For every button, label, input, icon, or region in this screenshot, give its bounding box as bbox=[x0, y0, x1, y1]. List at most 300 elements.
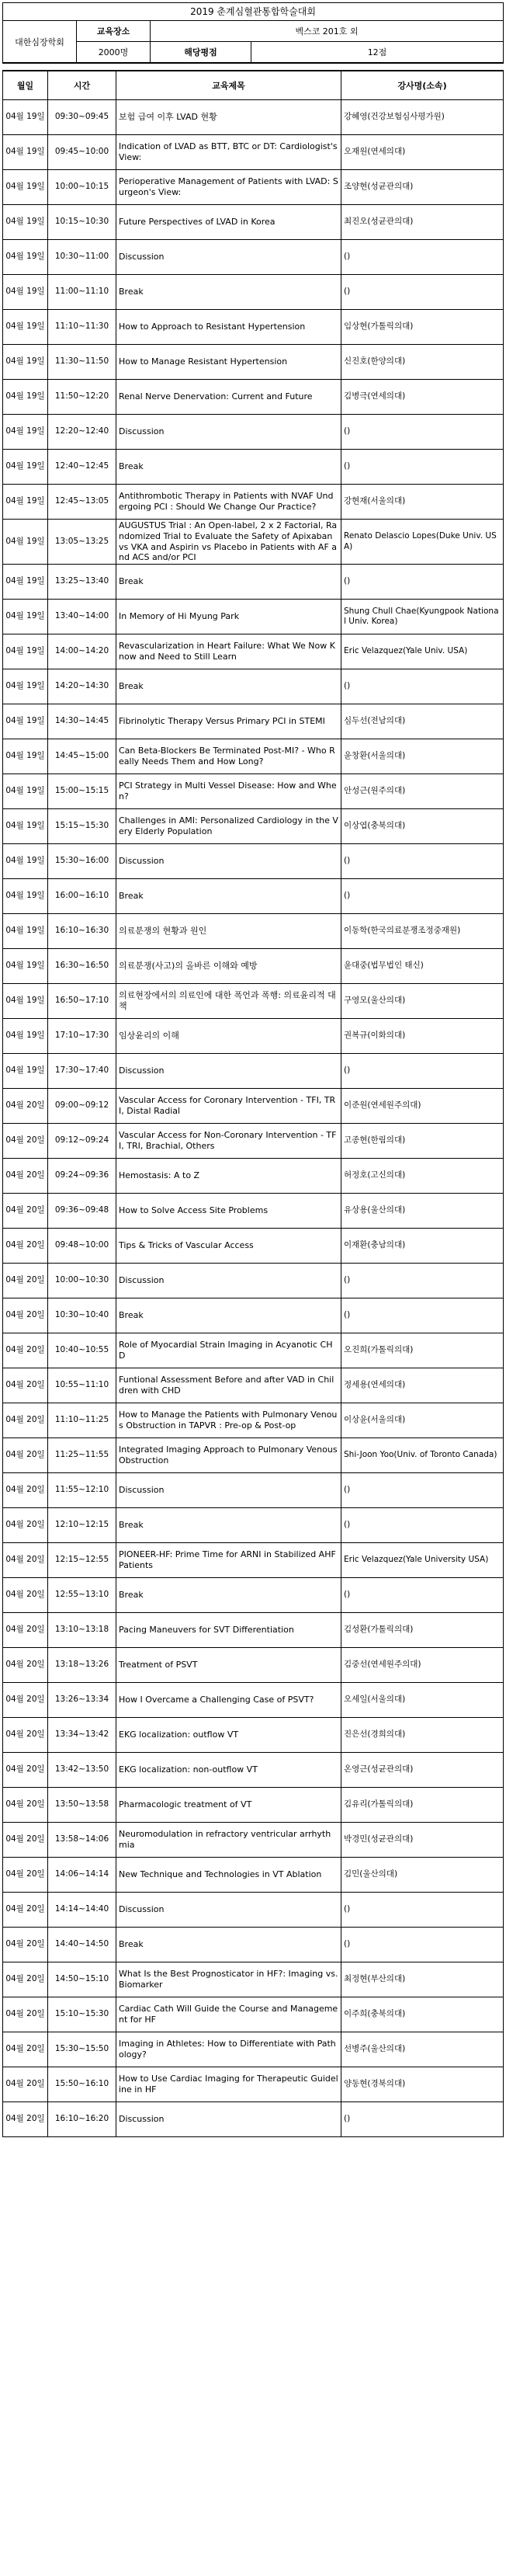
row-speaker: 이준원(연세원주의대) bbox=[341, 1089, 504, 1124]
table-row bbox=[3, 170, 504, 205]
table-row bbox=[3, 1473, 504, 1508]
row-date: 04월 19일 bbox=[3, 450, 48, 485]
row-time: 17:30~17:40 bbox=[48, 1054, 116, 1089]
row-speaker: 김병극(연세의대) bbox=[341, 380, 504, 415]
table-row bbox=[3, 879, 504, 914]
header-time: 시간 bbox=[48, 71, 116, 100]
row-time: 15:30~15:50 bbox=[48, 2032, 116, 2067]
row-time: 10:00~10:15 bbox=[48, 170, 116, 205]
row-date: 04월 20일 bbox=[3, 1683, 48, 1718]
table-row bbox=[3, 949, 504, 984]
table-row bbox=[3, 704, 504, 739]
table-row bbox=[3, 1403, 504, 1438]
row-date: 04월 20일 bbox=[3, 1613, 48, 1648]
row-speaker: 이동학(한국의료분쟁조정중재원) bbox=[341, 914, 504, 949]
row-time: 09:36~09:48 bbox=[48, 1194, 116, 1229]
row-time: 10:15~10:30 bbox=[48, 205, 116, 240]
table-row bbox=[3, 380, 504, 415]
row-date: 04월 19일 bbox=[3, 135, 48, 170]
row-time: 13:25~13:40 bbox=[48, 565, 116, 600]
row-time: 15:50~16:10 bbox=[48, 2067, 116, 2102]
row-time: 15:00~15:15 bbox=[48, 774, 116, 809]
table-row bbox=[3, 345, 504, 380]
row-speaker: 박경민(성균관의대) bbox=[341, 1823, 504, 1858]
row-date: 04월 20일 bbox=[3, 2032, 48, 2067]
table-row bbox=[3, 914, 504, 949]
row-topic: Renal Nerve Denervation: Current and Future bbox=[116, 380, 341, 415]
row-time: 10:30~11:00 bbox=[48, 240, 116, 275]
table-row bbox=[3, 2032, 504, 2067]
row-date: 04월 19일 bbox=[3, 879, 48, 914]
row-date: 04월 20일 bbox=[3, 1858, 48, 1893]
row-speaker: 이상윤(서울의대) bbox=[341, 1403, 504, 1438]
row-speaker: () bbox=[341, 1054, 504, 1089]
row-speaker: Renato Delascio Lopes(Duke Univ. USA) bbox=[341, 520, 504, 565]
row-speaker: 임상현(가톨릭의대) bbox=[341, 310, 504, 345]
row-topic: Future Perspectives of LVAD in Korea bbox=[116, 205, 341, 240]
row-time: 11:10~11:30 bbox=[48, 310, 116, 345]
row-date: 04월 20일 bbox=[3, 1368, 48, 1403]
row-time: 10:55~11:10 bbox=[48, 1368, 116, 1403]
row-time: 16:10~16:20 bbox=[48, 2102, 116, 2137]
row-speaker: () bbox=[341, 415, 504, 450]
credit-label: 해당평점 bbox=[151, 42, 251, 63]
row-time: 16:10~16:30 bbox=[48, 914, 116, 949]
row-speaker: () bbox=[341, 565, 504, 600]
row-time: 16:30~16:50 bbox=[48, 949, 116, 984]
row-speaker: () bbox=[341, 669, 504, 704]
row-topic: How to Solve Access Site Problems bbox=[116, 1194, 341, 1229]
row-date: 04월 19일 bbox=[3, 704, 48, 739]
row-speaker: 오재원(연세의대) bbox=[341, 135, 504, 170]
row-topic: Break bbox=[116, 565, 341, 600]
row-time: 17:10~17:30 bbox=[48, 1019, 116, 1054]
header-speaker: 강사명(소속) bbox=[341, 71, 504, 100]
row-speaker: () bbox=[341, 1508, 504, 1543]
row-topic: Break bbox=[116, 879, 341, 914]
table-row bbox=[3, 1823, 504, 1858]
row-date: 04월 20일 bbox=[3, 1893, 48, 1928]
row-speaker: () bbox=[341, 240, 504, 275]
table-row bbox=[3, 1194, 504, 1229]
row-time: 13:10~13:18 bbox=[48, 1613, 116, 1648]
row-speaker: Shi-Joon Yoo(Univ. of Toronto Canada) bbox=[341, 1438, 504, 1473]
row-time: 09:45~10:00 bbox=[48, 135, 116, 170]
row-speaker: () bbox=[341, 844, 504, 879]
page-title: 2019 춘계심혈관통합학술대회 bbox=[2, 2, 504, 20]
table-row bbox=[3, 2102, 504, 2137]
table-row bbox=[3, 1683, 504, 1718]
table-row bbox=[3, 1264, 504, 1298]
table-row bbox=[3, 565, 504, 600]
row-date: 04월 20일 bbox=[3, 1578, 48, 1613]
row-speaker: Eric Velazquez(Yale University USA) bbox=[341, 1543, 504, 1578]
row-topic: Hemostasis: A to Z bbox=[116, 1159, 341, 1194]
row-time: 13:26~13:34 bbox=[48, 1683, 116, 1718]
row-time: 13:50~13:58 bbox=[48, 1788, 116, 1823]
table-row bbox=[3, 240, 504, 275]
row-speaker: 이상엽(충북의대) bbox=[341, 809, 504, 844]
row-time: 09:24~09:36 bbox=[48, 1159, 116, 1194]
row-speaker: 진은선(경희의대) bbox=[341, 1718, 504, 1753]
row-date: 04월 19일 bbox=[3, 485, 48, 520]
row-time: 10:00~10:30 bbox=[48, 1264, 116, 1298]
table-row bbox=[3, 844, 504, 879]
row-topic: What Is the Best Prognosticator in HF?: Imaging vs. Biomarker bbox=[116, 1962, 341, 1997]
table-row bbox=[3, 774, 504, 809]
row-date: 04월 20일 bbox=[3, 1194, 48, 1229]
table-row bbox=[3, 450, 504, 485]
row-time: 13:58~14:06 bbox=[48, 1823, 116, 1858]
row-topic: Discussion bbox=[116, 844, 341, 879]
row-speaker: 허정호(고신의대) bbox=[341, 1159, 504, 1194]
row-speaker: 정세용(연세의대) bbox=[341, 1368, 504, 1403]
row-date: 04월 20일 bbox=[3, 1333, 48, 1368]
row-date: 04월 19일 bbox=[3, 914, 48, 949]
table-row bbox=[3, 520, 504, 565]
row-speaker: 심두선(전남의대) bbox=[341, 704, 504, 739]
row-time: 14:14~14:40 bbox=[48, 1893, 116, 1928]
table-row bbox=[3, 310, 504, 345]
row-date: 04월 20일 bbox=[3, 1648, 48, 1683]
row-topic: Tips & Tricks of Vascular Access bbox=[116, 1229, 341, 1264]
row-topic: In Memory of Hi Myung Park bbox=[116, 600, 341, 634]
row-date: 04월 19일 bbox=[3, 565, 48, 600]
row-topic: New Technique and Technologies in VT Ablation bbox=[116, 1858, 341, 1893]
row-date: 04월 19일 bbox=[3, 809, 48, 844]
row-time: 12:45~13:05 bbox=[48, 485, 116, 520]
row-time: 10:40~10:55 bbox=[48, 1333, 116, 1368]
row-time: 13:42~13:50 bbox=[48, 1753, 116, 1788]
row-topic: Break bbox=[116, 1298, 341, 1333]
row-topic: Funtional Assessment Before and after VAD in Children with CHD bbox=[116, 1368, 341, 1403]
row-speaker: 선병주(울산의대) bbox=[341, 2032, 504, 2067]
row-topic: Pharmacologic treatment of VT bbox=[116, 1788, 341, 1823]
row-time: 16:50~17:10 bbox=[48, 984, 116, 1019]
row-speaker: 이주희(충북의대) bbox=[341, 1997, 504, 2032]
table-row bbox=[3, 1613, 504, 1648]
row-topic: 임상윤리의 이해 bbox=[116, 1019, 341, 1054]
row-date: 04월 20일 bbox=[3, 1997, 48, 2032]
row-topic: Discussion bbox=[116, 1054, 341, 1089]
row-date: 04월 20일 bbox=[3, 1962, 48, 1997]
row-time: 13:18~13:26 bbox=[48, 1648, 116, 1683]
schedule-page bbox=[2, 2, 504, 2137]
row-time: 13:34~13:42 bbox=[48, 1718, 116, 1753]
row-time: 12:40~12:45 bbox=[48, 450, 116, 485]
row-date: 04월 20일 bbox=[3, 2067, 48, 2102]
row-date: 04월 20일 bbox=[3, 1124, 48, 1159]
row-speaker: () bbox=[341, 1893, 504, 1928]
row-date: 04월 20일 bbox=[3, 1159, 48, 1194]
row-date: 04월 20일 bbox=[3, 1508, 48, 1543]
row-time: 09:48~10:00 bbox=[48, 1229, 116, 1264]
table-row bbox=[3, 1368, 504, 1403]
row-topic: How to Manage the Patients with Pulmonary Venous Obstruction in TAPVR : Pre-op & Post-op bbox=[116, 1403, 341, 1438]
table-row bbox=[3, 1928, 504, 1962]
row-topic: 의료분쟁(사고)의 올바른 이해와 예방 bbox=[116, 949, 341, 984]
row-date: 04월 19일 bbox=[3, 520, 48, 565]
table-row bbox=[3, 415, 504, 450]
row-topic: 의료현장에서의 의료인에 대한 폭언과 폭행: 의료윤리적 대책 bbox=[116, 984, 341, 1019]
row-date: 04월 20일 bbox=[3, 1229, 48, 1264]
row-date: 04월 19일 bbox=[3, 275, 48, 310]
row-date: 04월 19일 bbox=[3, 170, 48, 205]
row-date: 04월 19일 bbox=[3, 380, 48, 415]
row-speaker: 윤창환(서울의대) bbox=[341, 739, 504, 774]
row-speaker: 윤대중(법무법인 태신) bbox=[341, 949, 504, 984]
row-date: 04월 20일 bbox=[3, 1788, 48, 1823]
row-time: 16:00~16:10 bbox=[48, 879, 116, 914]
row-date: 04월 19일 bbox=[3, 1019, 48, 1054]
row-date: 04월 19일 bbox=[3, 1054, 48, 1089]
row-speaker: 조양현(성균관의대) bbox=[341, 170, 504, 205]
row-date: 04월 20일 bbox=[3, 1473, 48, 1508]
row-time: 14:45~15:00 bbox=[48, 739, 116, 774]
header-date: 월일 bbox=[3, 71, 48, 100]
row-topic: Break bbox=[116, 275, 341, 310]
row-date: 04월 20일 bbox=[3, 1753, 48, 1788]
row-topic: Break bbox=[116, 669, 341, 704]
row-time: 12:10~12:15 bbox=[48, 1508, 116, 1543]
table-row bbox=[3, 1019, 504, 1054]
row-date: 04월 19일 bbox=[3, 739, 48, 774]
row-speaker: Eric Velazquez(Yale Univ. USA) bbox=[341, 634, 504, 669]
row-topic: Revascularization in Heart Failure: What We Now Know and Need to Still Learn bbox=[116, 634, 341, 669]
row-topic: Treatment of PSVT bbox=[116, 1648, 341, 1683]
row-topic: Discussion bbox=[116, 1264, 341, 1298]
row-time: 11:00~11:10 bbox=[48, 275, 116, 310]
header-topic: 교육제목 bbox=[116, 71, 341, 100]
table-row bbox=[3, 1997, 504, 2032]
table-row bbox=[3, 1962, 504, 1997]
row-topic: Vascular Access for Non-Coronary Intervention - TFI, TRI, Brachial, Others bbox=[116, 1124, 341, 1159]
table-row bbox=[3, 1718, 504, 1753]
row-date: 04월 19일 bbox=[3, 310, 48, 345]
row-date: 04월 19일 bbox=[3, 415, 48, 450]
row-speaker: 고종현(한림의대) bbox=[341, 1124, 504, 1159]
row-time: 14:40~14:50 bbox=[48, 1928, 116, 1962]
row-time: 09:12~09:24 bbox=[48, 1124, 116, 1159]
row-time: 14:06~14:14 bbox=[48, 1858, 116, 1893]
table-row bbox=[3, 1858, 504, 1893]
row-topic: Cardiac Cath Will Guide the Course and Management for HF bbox=[116, 1997, 341, 2032]
row-time: 13:05~13:25 bbox=[48, 520, 116, 565]
table-row bbox=[3, 1543, 504, 1578]
table-row bbox=[3, 275, 504, 310]
row-speaker: 권복규(이화의대) bbox=[341, 1019, 504, 1054]
row-time: 15:30~16:00 bbox=[48, 844, 116, 879]
row-speaker: 신진호(한양의대) bbox=[341, 345, 504, 380]
row-date: 04월 19일 bbox=[3, 984, 48, 1019]
table-row bbox=[3, 485, 504, 520]
row-speaker: () bbox=[341, 2102, 504, 2137]
row-time: 13:40~14:00 bbox=[48, 600, 116, 634]
schedule-table bbox=[2, 71, 504, 2137]
row-speaker: 안성근(원주의대) bbox=[341, 774, 504, 809]
row-date: 04월 20일 bbox=[3, 1543, 48, 1578]
table-row bbox=[3, 100, 504, 135]
row-topic: Neuromodulation in refractory ventricular arrhythmia bbox=[116, 1823, 341, 1858]
row-topic: EKG localization: non-outflow VT bbox=[116, 1753, 341, 1788]
table-row bbox=[3, 1648, 504, 1683]
row-speaker: 구영모(울산의대) bbox=[341, 984, 504, 1019]
row-topic: How to Use Cardiac Imaging for Therapeutic Guideline in HF bbox=[116, 2067, 341, 2102]
row-speaker: 김민(울산의대) bbox=[341, 1858, 504, 1893]
row-speaker: 오진희(가톨릭의대) bbox=[341, 1333, 504, 1368]
row-time: 12:15~12:55 bbox=[48, 1543, 116, 1578]
row-date: 04월 20일 bbox=[3, 1403, 48, 1438]
row-time: 09:00~09:12 bbox=[48, 1089, 116, 1124]
row-speaker: 이재환(충남의대) bbox=[341, 1229, 504, 1264]
table-row bbox=[3, 1578, 504, 1613]
row-speaker: 유상용(울산의대) bbox=[341, 1194, 504, 1229]
table-row bbox=[3, 634, 504, 669]
table-row bbox=[3, 739, 504, 774]
organizer: 대한심장학회 bbox=[3, 21, 77, 63]
row-time: 11:55~12:10 bbox=[48, 1473, 116, 1508]
table-row bbox=[3, 1333, 504, 1368]
row-speaker: () bbox=[341, 450, 504, 485]
row-speaker: () bbox=[341, 1578, 504, 1613]
row-speaker: () bbox=[341, 275, 504, 310]
table-row bbox=[3, 669, 504, 704]
row-topic: How to Approach to Resistant Hypertension bbox=[116, 310, 341, 345]
row-topic: How to Manage Resistant Hypertension bbox=[116, 345, 341, 380]
row-date: 04월 19일 bbox=[3, 634, 48, 669]
row-date: 04월 19일 bbox=[3, 844, 48, 879]
row-date: 04월 20일 bbox=[3, 2102, 48, 2137]
row-date: 04월 19일 bbox=[3, 600, 48, 634]
row-topic: Break bbox=[116, 450, 341, 485]
table-row bbox=[3, 1298, 504, 1333]
row-topic: Discussion bbox=[116, 240, 341, 275]
row-time: 12:55~13:10 bbox=[48, 1578, 116, 1613]
row-date: 04월 19일 bbox=[3, 774, 48, 809]
table-row bbox=[3, 135, 504, 170]
row-time: 09:30~09:45 bbox=[48, 100, 116, 135]
row-date: 04월 20일 bbox=[3, 1718, 48, 1753]
row-date: 04월 20일 bbox=[3, 1823, 48, 1858]
info-table bbox=[2, 20, 504, 63]
row-date: 04월 20일 bbox=[3, 1298, 48, 1333]
row-speaker: 김성환(가톨릭의대) bbox=[341, 1613, 504, 1648]
row-topic: Discussion bbox=[116, 1473, 341, 1508]
row-topic: Imaging in Athletes: How to Differentiate with Pathology? bbox=[116, 2032, 341, 2067]
table-row bbox=[3, 809, 504, 844]
row-time: 15:10~15:30 bbox=[48, 1997, 116, 2032]
row-topic: EKG localization: outflow VT bbox=[116, 1718, 341, 1753]
row-time: 14:30~14:45 bbox=[48, 704, 116, 739]
credit-value: 12점 bbox=[251, 42, 504, 63]
row-topic: Fibrinolytic Therapy Versus Primary PCI in STEMI bbox=[116, 704, 341, 739]
table-row bbox=[3, 1054, 504, 1089]
row-topic: PCI Strategy in Multi Vessel Disease: How and When? bbox=[116, 774, 341, 809]
row-topic: PIONEER-HF: Prime Time for ARNI in Stabilized AHF Patients bbox=[116, 1543, 341, 1578]
row-topic: Break bbox=[116, 1928, 341, 1962]
attendee-count: 2000명 bbox=[77, 42, 151, 63]
schedule-rows bbox=[3, 100, 504, 2137]
table-row bbox=[3, 1124, 504, 1159]
row-speaker: 최진오(성균관의대) bbox=[341, 205, 504, 240]
row-time: 14:20~14:30 bbox=[48, 669, 116, 704]
row-date: 04월 20일 bbox=[3, 1928, 48, 1962]
row-speaker: 양동현(경북의대) bbox=[341, 2067, 504, 2102]
row-topic: Pacing Maneuvers for SVT Differentiation bbox=[116, 1613, 341, 1648]
row-time: 14:00~14:20 bbox=[48, 634, 116, 669]
place-label: 교육장소 bbox=[77, 21, 151, 42]
place-value: 벡스코 201호 외 bbox=[151, 21, 504, 42]
row-time: 11:25~11:55 bbox=[48, 1438, 116, 1473]
row-speaker: Shung Chull Chae(Kyungpook National Univ. Korea) bbox=[341, 600, 504, 634]
row-topic: AUGUSTUS Trial : An Open-label, 2 x 2 Factorial, Randomized Trial to Evaluate the Safety of Apixaban vs VKA and Aspirin vs Placebo in Patients with AF and ACS and/or PCI bbox=[116, 520, 341, 565]
table-row bbox=[3, 1508, 504, 1543]
row-time: 11:50~12:20 bbox=[48, 380, 116, 415]
row-date: 04월 19일 bbox=[3, 669, 48, 704]
row-speaker: 강혜영(건강보험심사평가원) bbox=[341, 100, 504, 135]
row-speaker: 온영근(성균관의대) bbox=[341, 1753, 504, 1788]
row-speaker: 최정현(부산의대) bbox=[341, 1962, 504, 1997]
row-topic: Discussion bbox=[116, 2102, 341, 2137]
row-topic: Break bbox=[116, 1508, 341, 1543]
row-date: 04월 19일 bbox=[3, 240, 48, 275]
row-date: 04월 20일 bbox=[3, 1264, 48, 1298]
row-speaker: 오세일(서울의대) bbox=[341, 1683, 504, 1718]
row-speaker: () bbox=[341, 1298, 504, 1333]
row-topic: 의료분쟁의 현황과 원인 bbox=[116, 914, 341, 949]
table-row bbox=[3, 2067, 504, 2102]
row-time: 11:30~11:50 bbox=[48, 345, 116, 380]
row-topic: Integrated Imaging Approach to Pulmonary Venous Obstruction bbox=[116, 1438, 341, 1473]
row-topic: Discussion bbox=[116, 1893, 341, 1928]
row-topic: Vascular Access for Coronary Intervention - TFI, TRI, Distal Radial bbox=[116, 1089, 341, 1124]
table-row bbox=[3, 984, 504, 1019]
row-speaker: 김유리(가톨릭의대) bbox=[341, 1788, 504, 1823]
row-time: 14:50~15:10 bbox=[48, 1962, 116, 1997]
row-date: 04월 19일 bbox=[3, 345, 48, 380]
row-topic: 보험 급여 이후 LVAD 현황 bbox=[116, 100, 341, 135]
table-row bbox=[3, 1753, 504, 1788]
row-date: 04월 19일 bbox=[3, 949, 48, 984]
row-topic: Indication of LVAD as BTT, BTC or DT: Cardiologist's View: bbox=[116, 135, 341, 170]
row-topic: Perioperative Management of Patients with LVAD: Surgeon's View: bbox=[116, 170, 341, 205]
table-row bbox=[3, 1788, 504, 1823]
row-topic: Challenges in AMI: Personalized Cardiology in the Very Elderly Population bbox=[116, 809, 341, 844]
row-speaker: 김중선(연세원주의대) bbox=[341, 1648, 504, 1683]
table-row bbox=[3, 1893, 504, 1928]
row-time: 15:15~15:30 bbox=[48, 809, 116, 844]
row-topic: Can Beta-Blockers Be Terminated Post-MI? - Who Really Needs Them and How Long? bbox=[116, 739, 341, 774]
row-date: 04월 19일 bbox=[3, 205, 48, 240]
row-topic: How I Overcame a Challenging Case of PSVT? bbox=[116, 1683, 341, 1718]
row-speaker: () bbox=[341, 1264, 504, 1298]
spacer bbox=[2, 63, 504, 71]
table-row bbox=[3, 205, 504, 240]
row-topic: Break bbox=[116, 1578, 341, 1613]
row-topic: Discussion bbox=[116, 415, 341, 450]
row-topic: Antithrombotic Therapy in Patients with NVAF Undergoing PCI : Should We Change Our Practice? bbox=[116, 485, 341, 520]
table-row bbox=[3, 1438, 504, 1473]
row-date: 04월 19일 bbox=[3, 100, 48, 135]
row-speaker: () bbox=[341, 1928, 504, 1962]
row-speaker: () bbox=[341, 879, 504, 914]
row-time: 12:20~12:40 bbox=[48, 415, 116, 450]
row-date: 04월 20일 bbox=[3, 1438, 48, 1473]
row-date: 04월 20일 bbox=[3, 1089, 48, 1124]
table-row bbox=[3, 600, 504, 634]
row-topic: Role of Myocardial Strain Imaging in Acyanotic CHD bbox=[116, 1333, 341, 1368]
table-row bbox=[3, 1159, 504, 1194]
